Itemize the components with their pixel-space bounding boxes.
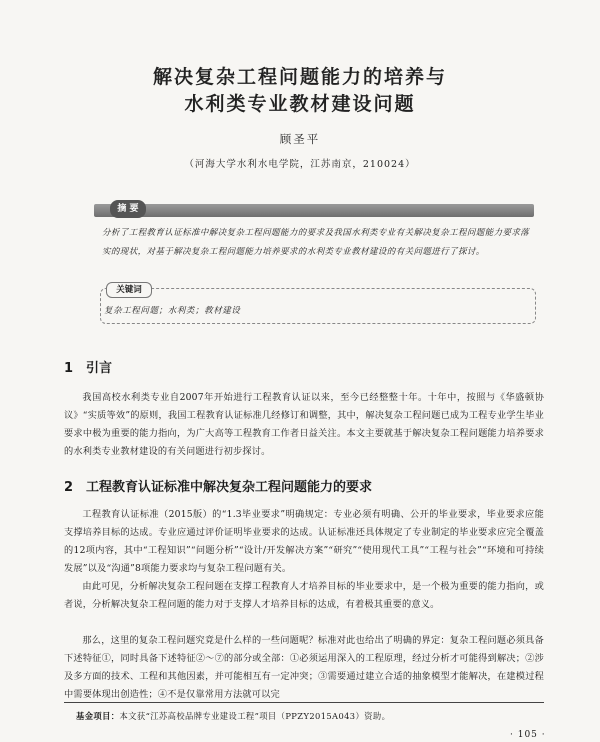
section-number: 2 (64, 480, 74, 495)
body-paragraph-3: 那么，这里的复杂工程问题究竟是什么样的一些问题呢？标准对此也给出了明确的界定：复杂工程问题必须具备下述特征①，同时具备下述特征②～⑦的部分或全部：①必须运用深入的工程原理，经过分析才可能得到解决；②涉及多方面的技术、工程和其他因素，并可能相互有一定冲突；③需要通过建立合适的抽象模型才能解决，在建模过程中需要体现出创造性；④不是仅靠常用方法就可以完 (64, 635, 544, 700)
abstract-label: 摘 要 (110, 200, 146, 218)
paper-title-line1: 解决复杂工程问题能力的培养与 (152, 66, 447, 88)
section-heading-intro (64, 357, 112, 376)
keywords-text: 复杂工程问题；水利类；教材建设 (104, 306, 241, 316)
section-title: 引言 (86, 361, 113, 376)
body-paragraph-2: 由此可见，分析解决复杂工程问题在支撑工程教育人才培养目标的毕业要求中，是一个极为重要的能力指向，或者说，分析解决复杂工程问题的能力对于支撑人才培养目标的达成，有着极其重要的意义。 (64, 581, 544, 610)
footnote-divider (64, 702, 544, 703)
abstract-header-bar (94, 204, 534, 217)
section-heading-requirements (64, 476, 372, 495)
paper-title-line2: 水利类专业教材建设问题 (184, 93, 416, 115)
author-affiliation: （河海大学水利水电学院，江苏南京，210024） (184, 159, 416, 170)
funding-footnote (76, 710, 390, 722)
body-paragraph-1: 工程教育认证标准（2015版）的“1.3毕业要求”明确规定：专业必须有明确、公开的毕业要求，毕业要求应能支撑培养目标的达成。专业应通过评价证明毕业要求的达成。认证标准还具体规定了专业制定的毕业要求应完全覆盖的12项内容，其中“工程知识”“问题分析”“设计/开发解决方案”“研究”“使用现代工具”“工程与社会”“环境和可持续发展”以及“沟通”8项能力要求均与复杂工程问题有关。 (64, 509, 544, 574)
footnote-label: 基金项目： (76, 711, 120, 721)
intro-paragraph: 我国高校水利类专业自2007年开始进行工程教育认证以来，至今已经整整十年。十年中，按照与《华盛顿协议》“实质等效”的原则，我国工程教育认证标准几经修订和调整，其中，解决复杂工程问题已成为工程专业学生毕业要求中极为重要的能力指向，为广大高等工程教育工作者日益关注。本文主要就基于解决复杂工程问题能力培养要求的水利类专业教材建设的有关问题进行初步探讨。 (64, 392, 544, 457)
abstract-text: 分析了工程教育认证标准中解决复杂工程问题能力的要求及我国水利类专业有关解决复杂工程问题能力要求落实的现状，对基于解决复杂工程问题能力培养要求的水利类专业教材建设的有关问题进行了探讨。 (102, 228, 530, 257)
section-title: 工程教育认证标准中解决复杂工程问题能力的要求 (86, 480, 373, 495)
footnote-text: 本文获“江苏高校品牌专业建设工程”项目（PPZY2015A043）资助。 (119, 711, 391, 721)
page-number: · 105 · (510, 730, 546, 740)
keywords-label: 关键词 (106, 282, 152, 298)
author-name: 顾圣平 (279, 132, 321, 146)
section-number: 1 (64, 361, 74, 376)
